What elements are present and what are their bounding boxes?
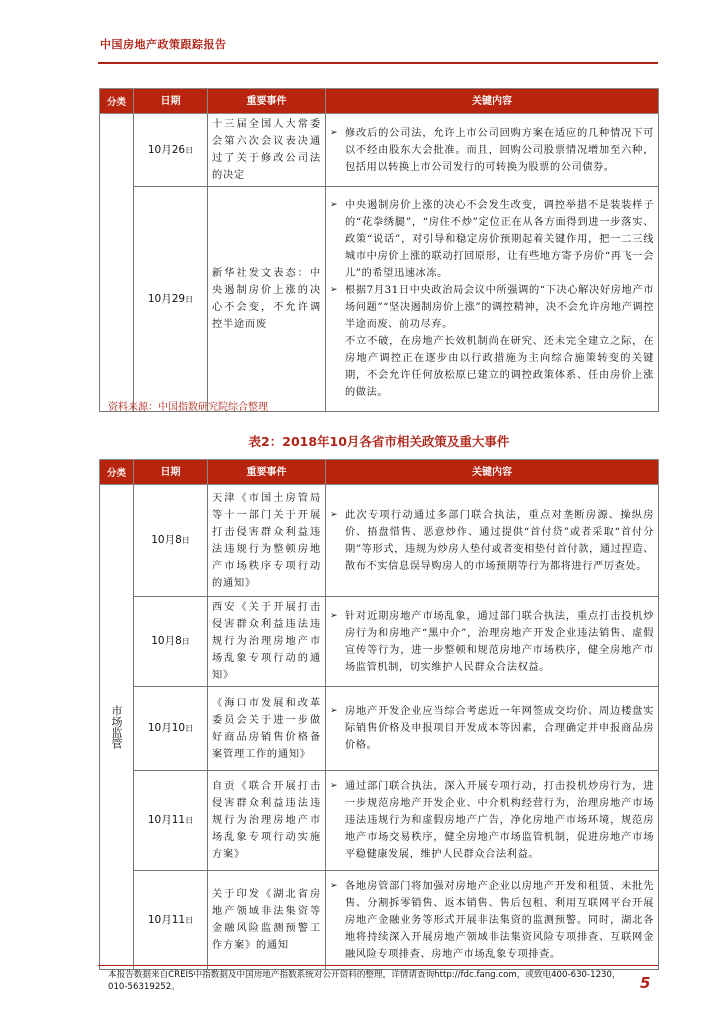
bullet-text: 中央遏制房价上涨的决心不会发生改变，调控举措不是装装样子的“花拳绣腿”，“房住不炒”定位正在从各方面得到进一步落实、政策“说话”，对引导和稳定房价预期起着关键作用，把一二三线城市中房价上涨的联动打回原形，让有些地方寄予房价“再飞一会儿”的希望迅速冰冻。: [345, 200, 654, 279]
bullet-arrow-icon: ➢: [330, 200, 338, 210]
col-header-date: 日期: [134, 460, 208, 485]
content-cell: [326, 114, 659, 187]
policy-table-national: [99, 88, 659, 412]
event-cell: 西安《关于开展打击侵害群众利益违法违规行为治理房地产市场乱象专项行动的通知》: [208, 597, 326, 687]
date-suffix: 日: [185, 915, 194, 925]
table-header-row: [100, 460, 659, 485]
bullet-text: 各地房管部门将加强对房地产企业以房地产开发和租赁、未批先售、分割拆零销售、返本销售、售后包租、利用互联网平台开展房地产金融业务等形式开展非法集资的监测预警。同时，湖北各地将持续深入开展房地产领域非法集资风险专项排查、互联网金融风险专项排查、房地产市场乱象专项排查。: [345, 880, 654, 960]
source-note: 资料来源：中国指数研究院综合整理: [108, 402, 268, 413]
table-row: [100, 687, 659, 771]
event-cell: 《海口市发展和改革委员会关于进一步做好商品房销售价格备案管理工作的通知》: [208, 687, 326, 771]
table-row: [100, 597, 659, 687]
col-header-content: 关键内容: [326, 89, 659, 114]
date-cell: [134, 871, 208, 970]
date-value: 10月29: [147, 292, 186, 305]
date-value: 10月11: [147, 814, 186, 826]
table-caption: 表2：2018年10月各省市相关政策及重大事件: [248, 434, 510, 449]
category-cell: [100, 485, 134, 970]
event-cell: 天津《市国土房管局等十一部门关于开展打击侵害群众利益违法违规行为整顿房地产市场秩序专项行动的通知》: [208, 485, 326, 597]
date-cell: [134, 771, 208, 871]
date-value: 10月11: [147, 913, 186, 926]
date-suffix: 日: [185, 724, 194, 733]
date-value: 10月10: [147, 722, 186, 734]
footer-note: 本报告数据来自CREIS中指数据及中国房地产指数系统对公开资料的整理，详情请查询http://fdc.fang.com，或致电400-630-1230，010-56319252。: [108, 970, 621, 992]
content-cell: [326, 871, 659, 970]
col-header-event: 重要事件: [208, 89, 326, 114]
list-item: [330, 608, 654, 676]
table-row: [100, 114, 659, 187]
list-item: [330, 507, 654, 575]
col-header-category: 分类: [100, 89, 134, 114]
content-cell: [326, 187, 659, 412]
bullet-arrow-icon: ➢: [330, 610, 338, 621]
paragraph-text: 不立不破，在房地产长效机制尚在研究、还未完全建立之际，在房地产调控正在逐步由以行政措施为主向综合施策转变的关键期，不会允许任何放松原已建立的调控政策体系、任由房价上涨的做法。: [345, 336, 654, 398]
date-value: 10月26: [147, 143, 186, 156]
list-item: [330, 778, 654, 863]
date-suffix: 日: [181, 637, 190, 646]
date-value: 10月8: [151, 635, 182, 647]
table-row: [100, 771, 659, 871]
bullet-text: 修改后的公司法，允许上市公司回购方案在适应的几种情况下可以不经由股东大会批准。而且，回购公司股票情况增加至六种，包括用以转换上市公司发行的可转换为股票的公司债券。: [345, 127, 654, 173]
date-suffix: 日: [185, 145, 194, 155]
bullet-text: 根据7月31日中央政治局会议中所强调的“下决心解决好房地产市场问题”“坚决遏制房价上涨”的调控精神，决不会允许房地产调控半途而废、前功尽弃。: [345, 285, 654, 330]
table-row: [100, 187, 659, 412]
date-cell: [134, 597, 208, 687]
table-row: [100, 871, 659, 970]
bullet-text: 通过部门联合执法，深入开展专项行动，打击投机炒房行为，进一步规范房地产开发企业、中介机构经营行为，治理房地产市场违法违规行为和虚假房地产广告，净化房地产市场环境，规范房地产市场交易秩序，健全房地产市场监管机制，促进房地产市场平稳健康发展，维护人民群众合法利益。: [345, 781, 654, 860]
list-item: [330, 282, 654, 333]
date-cell: [134, 114, 208, 187]
col-header-category: 分类: [100, 460, 134, 485]
table-header-row: [100, 89, 659, 114]
list-item: [330, 125, 654, 176]
event-cell: 十三届全国人大常委会第六次会议表决通过了关于修改公司法的决定: [208, 114, 326, 187]
policy-table-local: [99, 459, 659, 970]
category-label: 市场监管: [110, 705, 123, 749]
content-cell: [326, 771, 659, 871]
bullet-arrow-icon: ➢: [330, 880, 338, 891]
date-value: 10月8: [151, 534, 182, 546]
col-header-content: 关键内容: [326, 460, 659, 485]
date-cell: [134, 485, 208, 597]
bullet-arrow-icon: ➢: [330, 781, 338, 791]
date-cell: [134, 687, 208, 771]
list-item: [330, 197, 654, 282]
event-cell: 新华社发文表态：中央遏制房价上涨的决心不会变，不允许调控半途而废: [208, 187, 326, 412]
date-suffix: 日: [185, 294, 194, 304]
page-number: 5: [640, 974, 651, 992]
report-title: 中国房地产政策跟踪报告: [100, 38, 227, 51]
col-header-event: 重要事件: [208, 460, 326, 485]
content-cell: [326, 597, 659, 687]
event-cell: 自贡《联合开展打击侵害群众利益违法违规行为治理房地产市场乱象专项行动实施方案》: [208, 771, 326, 871]
bullet-text: 针对近期房地产市场乱象，通过部门联合执法，重点打击投机炒房行为和房地产“黑中介”，治理房地产开发企业违法销售、虚假宣传等行为，进一步整顿和规范房地产市场秩序，健全房地产市场监管机制，切实维护人民群众合法权益。: [345, 610, 654, 673]
footer-divider: [98, 965, 658, 966]
col-header-date: 日期: [134, 89, 208, 114]
event-cell: 关于印发《湖北省房地产领域非法集资等金融风险监测预警工作方案》的通知: [208, 871, 326, 970]
date-suffix: 日: [185, 816, 194, 825]
date-suffix: 日: [181, 536, 190, 545]
bullet-arrow-icon: ➢: [330, 285, 338, 295]
content-cell: [326, 687, 659, 771]
bullet-arrow-icon: ➢: [330, 509, 338, 520]
content-cell: [326, 485, 659, 597]
date-cell: [134, 187, 208, 412]
list-item: [330, 703, 654, 754]
bullet-text: 此次专项行动通过多部门联合执法，重点对垄断房源、操纵房价、捂盘惜售、恶意炒作、通过提供“首付贷”或者采取“首付分期”等形式，违规为炒房人垫付或者变相垫付首付款，通过捏造、散布不实信息误导购房人的市场预期等行为都将进行严厉查处。: [345, 509, 654, 572]
table-row: [100, 485, 659, 597]
list-item: [330, 878, 654, 963]
header-divider: [98, 62, 658, 64]
bullet-arrow-icon: ➢: [330, 706, 338, 716]
category-cell: [100, 114, 134, 412]
bullet-arrow-icon: ➢: [330, 127, 338, 138]
bullet-text: 房地产开发企业应当综合考虑近一年网签成交均价、周边楼盘实际销售价格及申报项目开发成本等因素，合理确定并申报商品房价格。: [345, 706, 654, 751]
